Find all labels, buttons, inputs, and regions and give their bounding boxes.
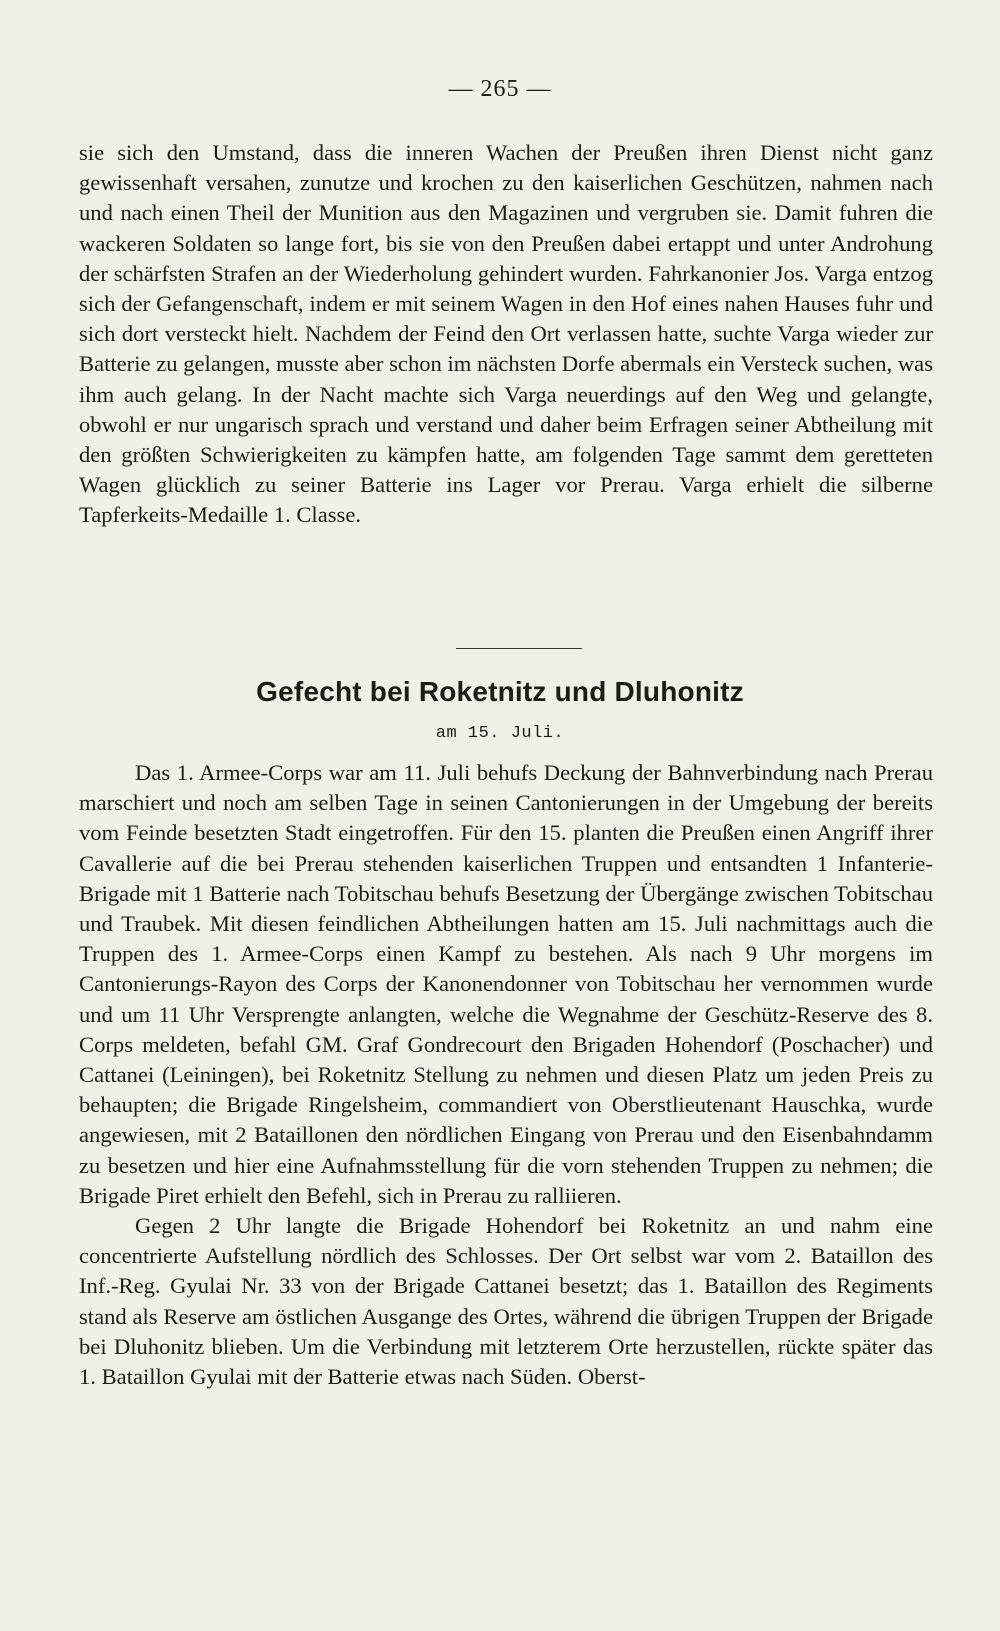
section-divider	[456, 648, 582, 649]
section-subtitle: am 15. Juli.	[435, 724, 565, 743]
paragraph: Das 1. Armee-Corps war am 11. Juli behufs Deckung der Bahnverbindung nach Prerau marschiert und noch am selben Tage in seinen Cantonierungen in der Umgebung der bereits vom Feinde besetzten Stadt eingetroffen. Für den 15. planten die Preußen einen Angriff ihrer Cavallerie auf die bei Prerau stehenden kaiserlichen Truppen und entsandten 1 Infanterie-Brigade mit 1 Batterie nach Tobitschau behufs Besetzung der Übergänge zwischen Tobitschau und Traubek. Mit diesen feindlichen Abtheilungen hatten am 15. Juli nachmittags auch die Truppen des 1. Armee-Corps einen Kampf zu bestehen. Als nach 9 Uhr morgens im Cantonierungs-Rayon des Corps der Kanonendonner von Tobitschau her vernommen wurde und um 11 Uhr Versprengte anlangten, welche die Wegnahme der Geschütz-Reserve des 8. Corps meldeten, befahl GM. Graf Gondrecourt den Brigaden Hohendorf (Poschacher) und Cattanei (Leiningen), bei Roketnitz Stellung zu nehmen und diesen Platz um jeden Preis zu behaupten; die Brigade Ringelsheim, commandiert von Oberstlieutenant Hauschka, wurde angewiesen, mit 2 Bataillonen den nördlichen Eingang von Prerau und den Eisenbahndamm zu besetzen und hier eine Aufnahmsstellung für die vorn stehenden Truppen zu nehmen; die Brigade Piret erhielt den Befehl, sich in Prerau zu ralliieren.	[79, 760, 933, 1208]
section-title: Gefecht bei Roketnitz und Dluhonitz	[256, 676, 744, 707]
paragraph: Gegen 2 Uhr langte die Brigade Hohendorf bei Roketnitz an und nahm eine concentrierte Aufstellung nördlich des Schlosses. Der Ort selbst war vom 2. Bataillon des Inf.-Reg. Gyulai Nr. 33 von der Brigade Cattanei besetzt; das 1. Bataillon des Regiments stand als Reserve am östlichen Ausgange des Ortes, während die übrigen Truppen der Brigade bei Dluhonitz blieben. Um die Verbindung mit letzterem Orte herzustellen, rückte später das 1. Bataillon Gyulai mit der Batterie etwas nach Süden. Oberst-	[79, 1213, 933, 1390]
page-number: — 265 —	[448, 76, 552, 102]
paragraph: sie sich den Umstand, dass die inneren Wachen der Preußen ihren Dienst nicht ganz gewissenhaft versahen, zunutze und krochen zu den kaiserlichen Geschützen, nahmen nach und nach einen Theil der Munition aus den Magazinen und vergruben sie. Damit fuhren die wackeren Soldaten so lange fort, bis sie von den Preußen dabei ertappt und unter Androhung der schärfsten Strafen an der Wiederholung gehindert wurden. Fahrkanonier Jos. Varga entzog sich der Gefangenschaft, indem er mit seinem Wagen in den Hof eines nahen Hauses fuhr und sich dort versteckt hielt. Nachdem der Feind den Ort verlassen hatte, suchte Varga wieder zur Batterie zu gelangen, musste aber schon im nächsten Dorfe abermals ein Versteck suchen, was ihm auch gelang. In der Nacht machte sich Varga neuerdings auf den Weg und gelangte, obwohl er nur ungarisch sprach und verstand und daher beim Erfragen seiner Abtheilung mit den größten Schwierigkeiten zu kämpfen hatte, am folgenden Tage sammt dem geretteten Wagen glücklich zu seiner Batterie ins Lager vor Prerau. Varga erhielt die silberne Tapferkeits-Medaille 1. Classe.	[79, 140, 933, 528]
body-text-top	[79, 138, 933, 531]
body-text-section	[79, 758, 933, 1392]
